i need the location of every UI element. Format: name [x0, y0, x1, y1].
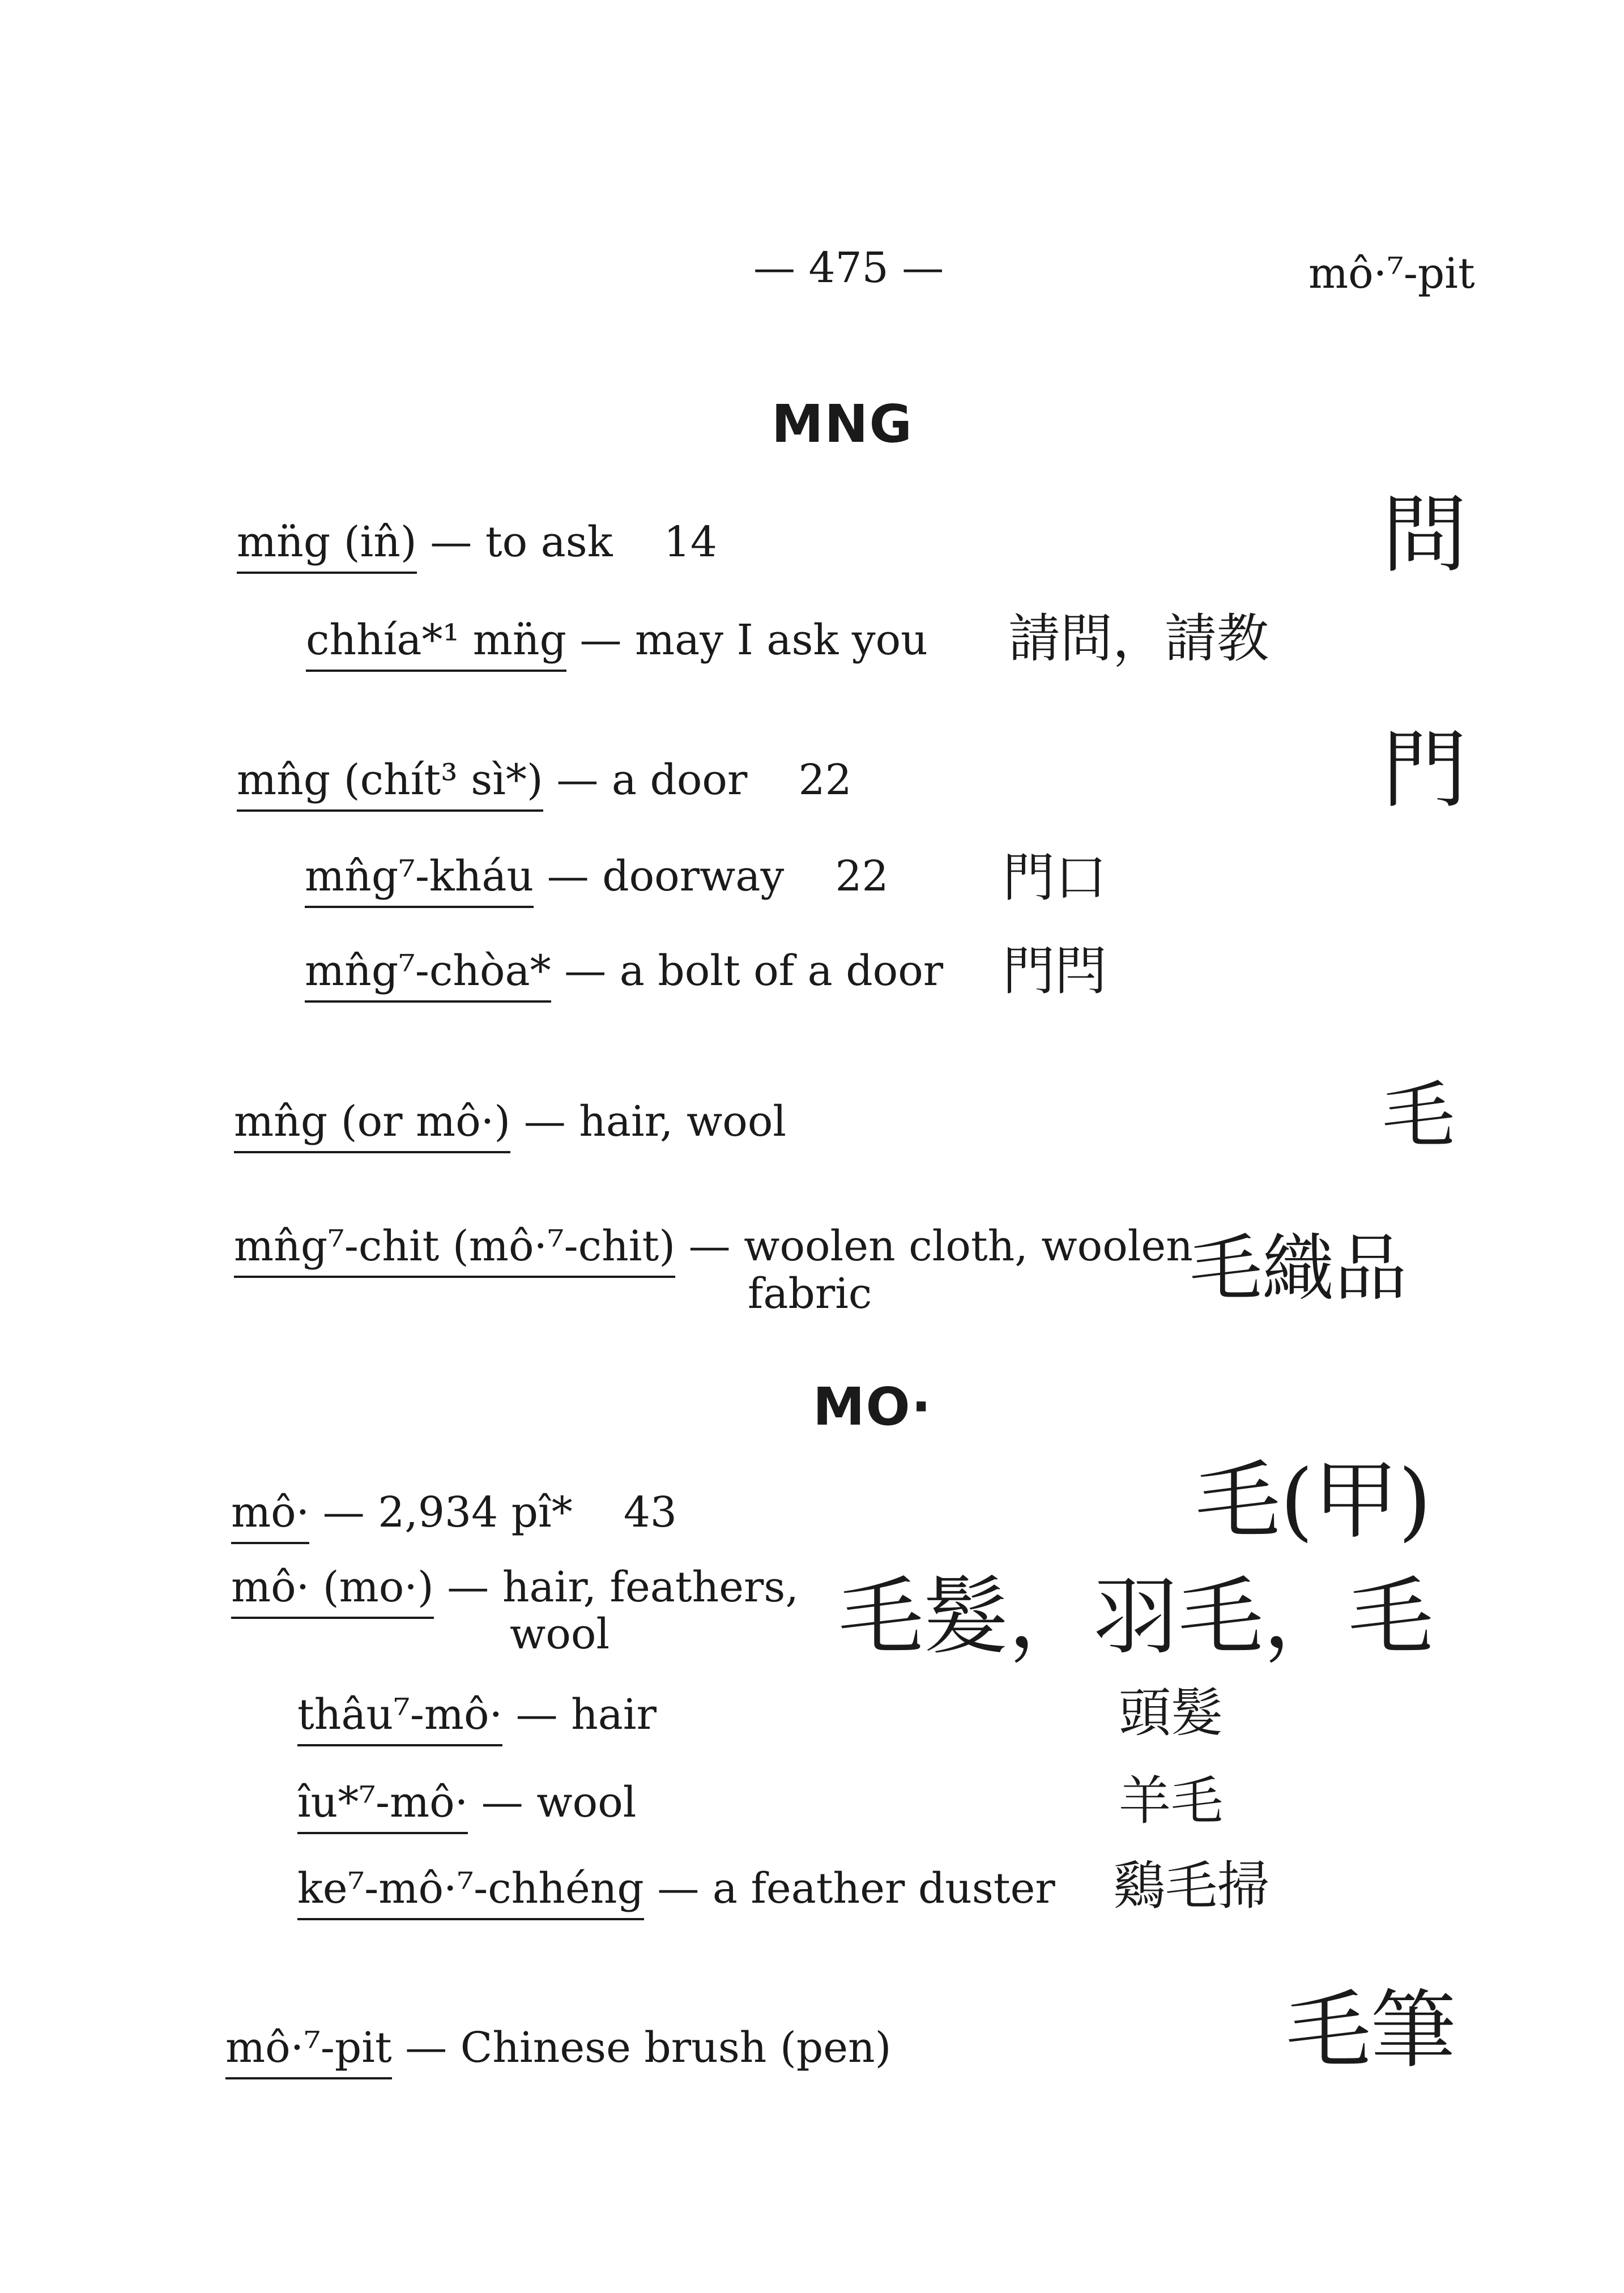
subentry-definition: — a bolt of a door: [564, 947, 944, 995]
subentry-definition: — hair: [515, 1690, 657, 1739]
entry-definition: — woolen cloth, woolen: [688, 1222, 1193, 1271]
subentry-headword: îu*⁷-mô·: [297, 1779, 468, 1834]
entry-mng-hair: [234, 1098, 786, 1153]
subentry-iu-mo: [297, 1779, 636, 1834]
entry-mng-chit: [234, 1222, 1193, 1278]
entry-hanzi: 門: [1382, 721, 1468, 820]
entry-headword: mô·⁷-pit: [225, 2024, 392, 2079]
entry-headword: mô·: [231, 1489, 309, 1544]
entry-mng-door: [237, 756, 852, 812]
subentry-mng-khau: [305, 853, 889, 908]
subentry-hanzi: 頭髮: [1119, 1683, 1224, 1744]
subentry-hanzi: 門口: [1003, 847, 1107, 908]
subentry-definition: — wool: [481, 1778, 637, 1827]
entry-lesson-number: 43: [623, 1488, 677, 1537]
entry-definition-continued: wool: [510, 1610, 610, 1659]
entry-hanzi: 問: [1382, 486, 1468, 585]
subentry-headword: chhía*¹ mn̈g: [306, 616, 566, 672]
entry-lesson-number: 22: [798, 756, 852, 804]
entry-headword: mn̂g (or mô·): [234, 1098, 510, 1153]
subentry-mng-choa: [305, 947, 943, 1003]
running-head: mô·⁷-pit: [1308, 249, 1475, 298]
subentry-headword: mn̂g⁷-kháu: [305, 853, 534, 908]
subentry-definition: — a feather duster: [657, 1864, 1055, 1913]
subentry-chhia-mng: [306, 616, 928, 672]
entry-headword: mn̂g (chít³ sì*): [237, 756, 543, 812]
entry-definition: — 2,934 pî*: [322, 1488, 573, 1537]
subentry-definition: — may I ask you: [579, 616, 928, 664]
entry-definition: — to ask: [430, 518, 613, 566]
entry-mo-pit: [225, 2024, 892, 2079]
section-heading-mng: MNG: [771, 394, 914, 454]
entry-headword: mô· (mo·): [231, 1563, 434, 1619]
entry-hanzi: 毛筆: [1286, 1981, 1456, 2080]
subentry-hanzi: 請問，請教: [1008, 608, 1269, 669]
subentry-definition: — doorway: [547, 852, 785, 901]
subentry-headword: mn̂g⁷-chòa*: [305, 947, 551, 1003]
entry-definition: — a door: [556, 756, 748, 804]
section-heading-mo: MO·: [813, 1376, 932, 1437]
subentry-hanzi: 羊毛: [1119, 1771, 1224, 1831]
entry-mng-ask: [237, 518, 717, 574]
entry-hanzi: 毛織品: [1190, 1226, 1408, 1311]
entry-definition-continued: fabric: [748, 1269, 872, 1318]
subentry-hanzi: 門閂: [1003, 941, 1107, 1001]
entry-mo-classifier: [231, 1489, 677, 1544]
entry-lesson-number: 14: [663, 518, 717, 566]
page-number: — 475 —: [753, 244, 944, 292]
entry-hanzi: 毛(甲): [1195, 1452, 1432, 1550]
entry-definition: — hair, feathers,: [447, 1563, 799, 1612]
entry-headword: mn̈g (in̂): [237, 518, 417, 574]
subentry-headword: ke⁷-mô·⁷-chhéng: [297, 1865, 644, 1920]
entry-definition: — Chinese brush (pen): [405, 2023, 892, 2072]
entry-hanzi: 毛髮，羽毛，毛: [838, 1568, 1434, 1667]
subentry-ke-mo-chheng: [297, 1865, 1055, 1920]
subentry-thau-mo: [297, 1691, 657, 1746]
subentry-lesson-number: 22: [835, 852, 889, 901]
entry-hanzi: 毛: [1382, 1073, 1455, 1158]
subentry-hanzi: 鷄毛掃: [1113, 1856, 1270, 1916]
entry-definition: — hair, wool: [523, 1097, 787, 1146]
subentry-headword: thâu⁷-mô·: [297, 1691, 502, 1746]
entry-headword: mn̂g⁷-chit (mô·⁷-chit): [234, 1222, 675, 1278]
